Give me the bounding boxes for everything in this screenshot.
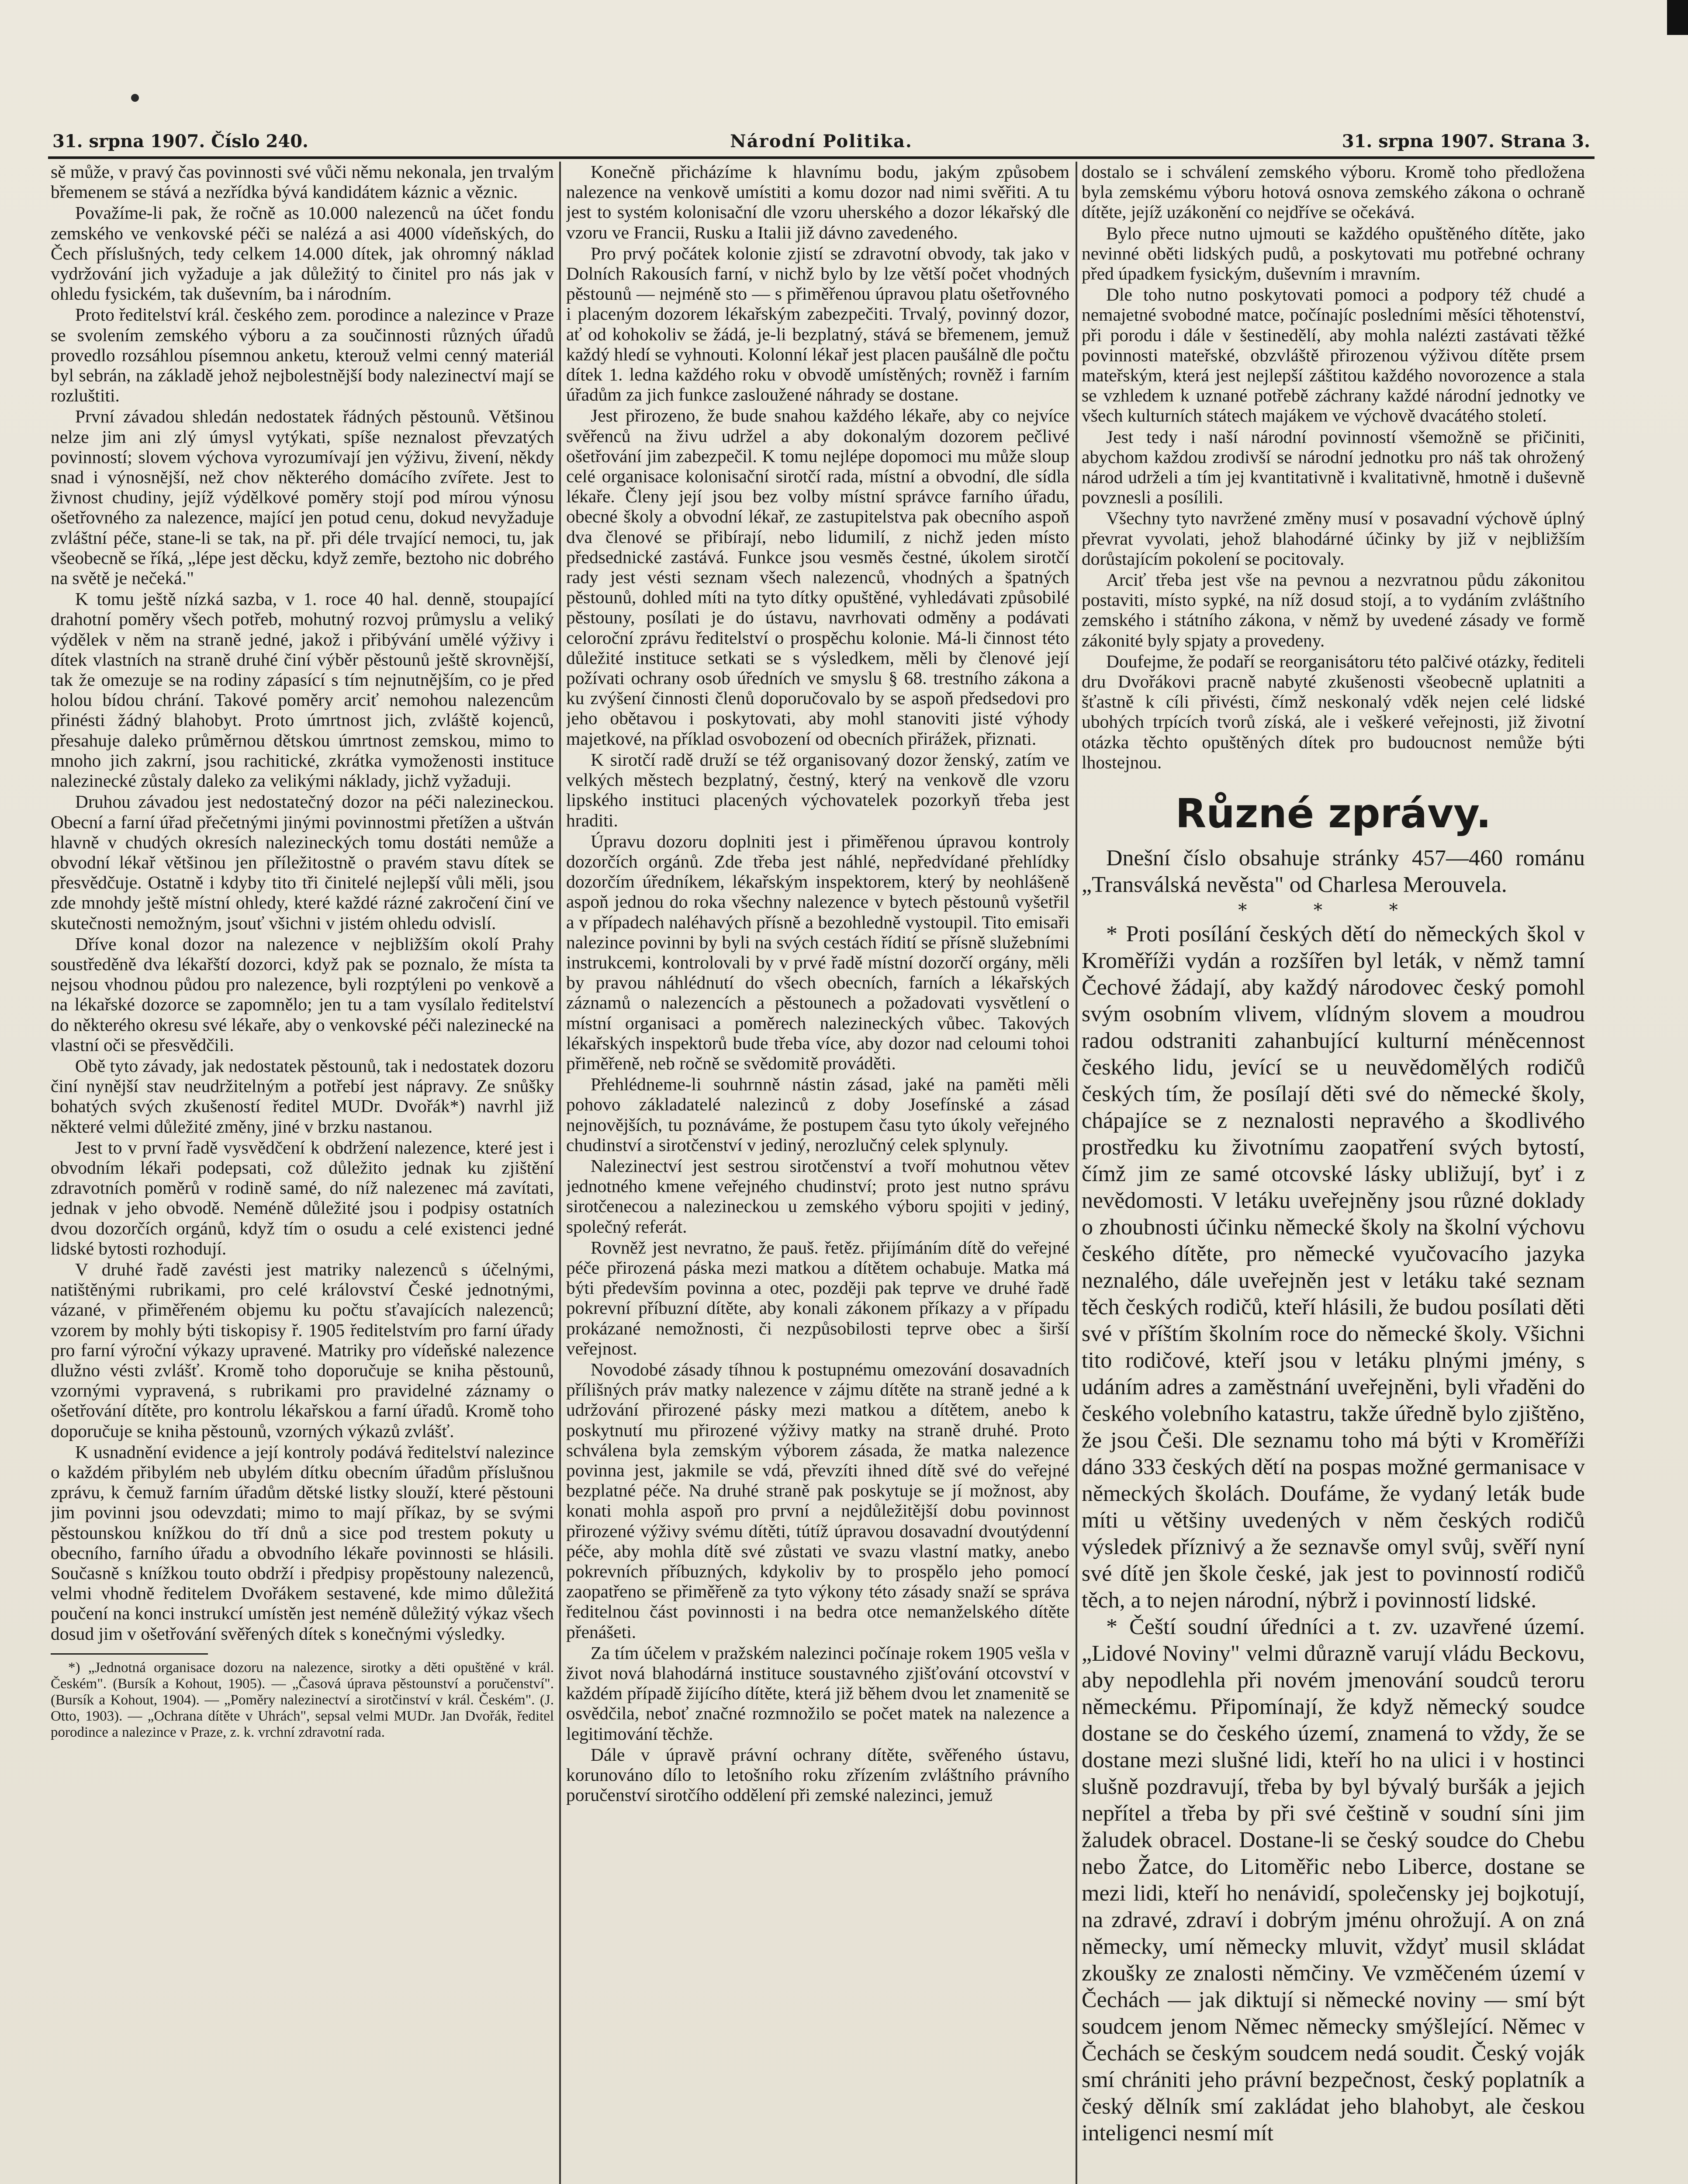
scan-corner-mark bbox=[1667, 0, 1688, 35]
paragraph: Dále v úpravě právní ochrany dítěte, svěřeného ústavu, korunováno dílo to letošního roku zřízením zvláštního právního poručenství sirotčího oddělení při zemské nalezinci, jemuž bbox=[566, 1744, 1069, 1805]
paragraph: Konečně přicházíme k hlavnímu bodu, jakým způsobem nalezence na venkově umístiti a komu dozor nad nimi svěřiti. A tu jest to systém kolonisační dle vzoru uherského a dozor lékařský dle vzoru ve Francii, Rusku a Italii již dávno zavedeného. bbox=[566, 162, 1069, 242]
ink-dot bbox=[131, 94, 139, 102]
header-date-issue: 31. srpna 1907. Číslo 240. bbox=[52, 131, 308, 152]
paragraph: Druhou závadou jest nedostatečný dozor na péči nalezineckou. Obecní a farní úřad přečetnými jinými povinnostmi přetížen a uštván hlavně v chudých okresích nalezineckých tomu dostáti nemůže a obvodní lékař většinou jen příležitostně o pravém stavu dítek se přesvědčuje. Ostatně i kdyby tito tři činitelé nejlepší vůli měli, jsou zde mnohdy ještě místní ohledy, které každé rázné zakročení činí ve skutečnosti nemožným, jsouť všichni v jistém ohledu odvislí. bbox=[51, 791, 554, 933]
paragraph: Pro prvý počátek kolonie zjistí se zdravotní obvody, tak jako v Dolních Rakousích farní, v nichž bylo by lze větší počet vhodných pěstounů — nejméně sto — s přiměřenou úpravou platu ošetřovného i placeným dozorem lékařským zabezpečiti. Trvalý, povinný dozor, ať od kohokoliv se žádá, je-li bezplatný, stává se břemenem, jemuž každý hledí se vyhnouti. Kolonní lékař jest placen paušálně dle počtu dítek 1. ledna každého roku v obvodě umístěných; rovněž i farním úřadům za jich funkce zasloužené náhrady se dostane. bbox=[566, 243, 1069, 405]
paragraph: Novodobé zásady tíhnou k postupnému omezování dosavadních přílišných práv matky nalezence v zájmu dítěte na straně jedné a k udržování přirozené pásky mezi matkou a dítětem, anebo k poskytnutí mu přirozené výživy matky na straně druhé. Proto schválena byla zemským výborem zásada, že matka nalezence povinna jest, jakmile se vdá, převzíti ihned dítě své do veřejné bezplatné péče. Na druhé straně pak poskytuje se jí možnost, aby konati mohla aspoň pro první a nejdůležitější dobu povinnost přirozené výživy svému dítěti, tútíž úpravou dosavadní dvoutýdenní péče, aby mohla dítě své zůstati ve svazu vlastní matky, anebo pokrevních příbuzných, kdykoliv by to prospělo jeho pomocí zaopatřeno se přiměřeně za tyto výkony této zásady snaží se správa ředitelnou část povinnosti i na bedra otce nemanželského dítěte přenášeti. bbox=[566, 1359, 1069, 1642]
section-stars: * * * bbox=[1238, 900, 1429, 921]
paragraph: Doufejme, že podaří se reorganisátoru této palčivé otázky, řediteli dru Dvořákovi pracně nabyté zkušenosti všeobecně uplatniti a šťastně k cíli přivésti, čímž neskonalý vděk nejen celé lidské ubohých trpících tvorů získá, ale i veškeré veřejnosti, již životní otázka těchto opuštěných dítek pro budoucnost nemůže býti lhostejnou. bbox=[1082, 651, 1585, 772]
column-1 bbox=[51, 162, 554, 2184]
footnote: *) „Jednotná organisace dozoru na nalezence, sirotky a děti opuštěné v král. Českém". (Bursík a Kohout, 1905). — „Časová úprava pěstounství a poručenství". (Bursík a Kohout, 1904). — „Poměry nalezinectví a sirotčinství v král. Českém". (J. Otto, 1903). — „Ochrana dítěte v Uhrách", sepsal velmi MUDr. Jan Dvořák, ředitel porodince a nalezince v Praze, z. k. vrchní zdravotní rada. bbox=[51, 1659, 554, 1740]
paragraph: Bylo přece nutno ujmouti se každého opuštěného dítěte, jako nevinné oběti lidských pudů, a poskytovati mu potřebné ochrany před úpadkem fysickým, duševním i mravním. bbox=[1082, 223, 1585, 284]
paragraph: Obě tyto závady, jak nedostatek pěstounů, tak i nedostatek dozoru činí nynější stav neudržitelným a potřebí jest nápravy. Ze snůšky bohatých svých zkušeností ředitel MUDr. Dvořák*) navrhl již některé velmi důležité změny, jiné v brzku nastanou. bbox=[51, 1055, 554, 1137]
paragraph: K usnadnění evidence a její kontroly podává ředitelství nalezince o každém přibylém neb ubylém dítku obecním úřadům příslušnou zprávu, k čemuž farním úřadům dětské listky slouží, které pěstouni jim povinni jsou odevzdati; mimo to mají příkaz, by se svými pěstounskou knížkou do tří dnů a sice pod trestem pokuty u obecního, farního úřadu a obvodního lékaře povinnosti se hlásili. Současně s knížkou touto obdrží i předpisy propěstouny nalezenců, velmi vhodně ředitelem Dvořákem sestavené, kde mimo důležitá poučení na konci instrukcí umístěn jest neméně důležitý výkaz všech dosud jim v ošetřování svěřených dítek s konečnými výsledky. bbox=[51, 1441, 554, 1644]
masthead-title: Národní Politika. bbox=[730, 131, 913, 152]
column-divider bbox=[1076, 162, 1077, 2184]
header-rule bbox=[48, 156, 1595, 159]
paragraph: * Čeští soudní úředníci a t. zv. uzavřené území. „Lidové Noviny" velmi důrazně varují vládu Beckovu, aby nepodlehla při novém jmenování soudců teroru německému. Připomínají, že když německý soudce dostane se do českého území, znamená to vždy, že se dostane mezi slušné lidi, kteří ho na ulici i v hostinci slušně pozdravují, třeba by byl bývalý buršák a jejich nepřítel a třeba by při své češtině v soudní síni jim žaludek obracel. Dostane-li se český soudce do Chebu nebo Žatce, do Litoměřic nebo Liberce, dostane se mezi lidi, kteří ho nenávidí, společensky jej bojkotují, na zdravé, zdraví i dobrým jménu ohrožují. A on zná německy, umí německy mluvit, vždyť musil skládat zkoušky ze znalosti němčiny. Ve vzměčeném území v Čechách — jak diktují si německé noviny — smí být soudcem jenom Němec německy smýšlející. Němec v Čechách se českým soudcem nedá soudit. Český voják smí chrániti jeho právní bezpečnost, český poplatník a český dělník smí zakládat jeho blahobyt, ale českou inteligenci nesmí mít bbox=[1082, 1614, 1585, 2146]
paragraph: Všechny tyto navržené změny musí v posavadní výchově úplný převrat vyvolati, jehož blahodárné účinky by již v nejbližším dorůstajícím pokolení se pocitovaly. bbox=[1082, 508, 1585, 569]
paragraph: Nalezinectví jest sestrou sirotčenství a tvoří mohutnou větev jednotného kmene veřejného chudinství; proto jest nutno správu sirotčenecou a nalezineckou u zemského výboru spojiti v jediný, společný referát. bbox=[566, 1155, 1069, 1237]
paragraph: Proto ředitelství král. českého zem. porodince a nalezince v Praze se svolením zemského výboru a za součinnosti různých úřadů provedlo rozsáhlou písemnou anketu, kterouž velmi cenný materiál byl sebrán, na základě jehož nejbolestnější body nalezinectví mají se rozluštiti. bbox=[51, 304, 554, 406]
paragraph: Přehlédneme-li souhrnně nástin zásad, jaké na paměti měli pohovo základatelé nalezinců z doby Josefínské a zásad nejnovějších, tu poznáváme, že postupem času tyto úkoly veřejného chudinství a sirotčenství v jediný, nerozlučný celek splynuly. bbox=[566, 1074, 1069, 1155]
section-heading: Různé zprávy. bbox=[1175, 790, 1491, 837]
paragraph: Arciť třeba jest vše na pevnou a nezvratnou půdu zákonitou postaviti, místo sypké, na níž dosud stojí, a to vydáním zvláštního zemského i státního zákona, v němž by uvedené zásady ve formě zákonité byly spjaty a provedeny. bbox=[1082, 570, 1585, 650]
header-date-page: 31. srpna 1907. Strana 3. bbox=[1342, 131, 1590, 152]
paragraph: Úpravu dozoru doplniti jest i přiměřenou úpravou kontroly dozorčích orgánů. Zde třeba jest náhlé, nepředvídané přehlídky dozorčím úředníkem, lékařským inspektorem, který by neohlášeně aspoň jednou do roka všechny nalezence v bytech pěstounů vyšetřil a v případech naléhavých přísně a bezohledně vystoupil. Tito emisaři nalezince povinni by byli na svých cestách řídití se přísně služebními instrukcemi, kontrolovali by v prvé řadě místní dozorčí orgány, měli by pravou náhlédnutí do všech obecních, farních a lékařských záznamů o nalezencích a pěstounech a požadovati vysvětlení o místní organisaci a poměrech nalezineckých vůbec. Takových lékařských inspektorů bude třeba více, aby dozor nad celoumi tohoi přiměřeně, neb ročně se svědomitě prováděti. bbox=[566, 831, 1069, 1073]
paragraph: sě může, v pravý čas povinnosti své vůči němu nekonala, jen trvalým břemenem se stává a nezřídka bývá kandidátem káznic a věznic. bbox=[51, 162, 554, 202]
paragraph: Jest tedy i naší národní povinností všemožně se přičiniti, abychom každou zrodivší se národní jednotku pro náš tak ohrožený národ udrželi a tím jej kvantitativně i kvalitativně, hmotně i duševně povznesli a posílili. bbox=[1082, 426, 1585, 508]
paragraph: Jest přirozeno, že bude snahou každého lékaře, aby co nejvíce svěřenců na živu udržel a aby dokonalým dozorem pečlivé ošetřování jim zabezpečil. K tomu nejlépe dopomoci mu může sloup celé organisace kolonisační sirotčí rada, místní a obvodní, dle sídla lékaře. Členy její jsou bez volby místní správce farního úřadu, obecné školy a obvodní lékař, ze zastupitelstva pak obecního aspoň dva členové se přibírají, nebo lidumilí, z nichž jeden místo předsednické zastává. Funkce jsou vesměs čestné, úkolem sirotčí rady jest vésti seznam všech nalezenců, vhodných a špatných pěstounů, dohled míti na tyto dítky opuštěné, vyhledávati způsobilé pěstouny, posílati je do ústavu, navrhovati odměny a podávati celoroční zprávu ředitelství o prospěchu kolonie. Má-li činnost této důležité instituce setkati se s výsledkem, měli by členové její požívati ochrany osob úředních ve smyslu § 68. trestního zákona a ku zvýšení činnosti členů doporučovalo by se aspoň předsedovi pro jeho obětavou i poskytovati, aby mohl stanoviti jisté výhody majetkové, na příklad osvobození od obecních přirážek, přiznati. bbox=[566, 405, 1069, 749]
paragraph: K tomu ještě nízká sazba, v 1. roce 40 hal. denně, stoupající drahotní poměry všech potřeb, mohutný rozvoj průmyslu a veliký výdělek v něm na straně jedné, jakož i přibývání umělé výživy i dítek vlastních na straně druhé činí výběr pěstounů ještě skrovnější, tak že omezuje se na rodiny zápasící s tím nejnutnějším, co je před holou bídou chrání. Takové poměry arciť nemohou nalezencům přinésti žádný blahobyt. Proto úmrtnost jich, zvláště kojenců, přesahuje daleko průměrnou dětskou úmrtnost zemskou, mimo to mnoho jich zakrní, jsou rachitické, zkrátka vymoženosti instituce nalezinecké zůstaly daleko za velikými náklady, jichž vyžaduji. bbox=[51, 589, 554, 791]
paragraph: Dříve konal dozor na nalezence v nejbližším okolí Prahy soustředěně dva lékařští dozorci, když pak se poznalo, že místa ta nejsou vhodnou půdou pro nalezence, byli rozptýleni po venkově a na lékařské dozorce se zapomnělo; jen tu a tam vysílalo ředitelství do některého okresu své lékaře, aby o venkovské péči nalezinecké na vlastní oči se přesvědčili. bbox=[51, 933, 554, 1055]
paragraph: Rovněž jest nevratno, že pauš. řetěz. přijímáním dítě do veřejné péče přirozená páska mezi matkou a dítětem ochabuje. Matka má býti především povinna a otec, později pak teprve ve druhé řadě pokrevní příbuzní dítěte, aby konali zákonem příkazy a v případu prokázané nemožnosti, či nezpůsobilosti teprve obec a širší veřejnost. bbox=[566, 1237, 1069, 1358]
column-2 bbox=[566, 162, 1069, 2184]
footnote-rule bbox=[51, 1653, 208, 1655]
column-divider bbox=[559, 162, 561, 2184]
paragraph: V druhé řadě zavésti jest matriky nalezenců s účelnými, natištěnými rubrikami, pro celé království České jednotnými, vázané, v přiměřeném objemu ku počtu sťavajících nalezenců; vzorem by mohly býti tiskopisy ř. 1905 ředitelstvím pro farní úřady pro farní výroční výkazy upravené. Matriky pro vídeňské nalezence dlužno vésti zvlášť. Kromě toho doporučuje se kniha pěstounů, vzornými vypravená, s rubrikami pro pravidelné záznamy o ošetřování dítěte, pro kontrolu lékařskou a farní úřadů. Kromě toho doporučuje se kniha pěstounů, vzorných výkazů zvlášť. bbox=[51, 1259, 554, 1441]
paragraph: Považíme-li pak, že ročně as 10.000 nalezenců na účet fondu zemského ve venkovské péči se nalézá a asi 4000 vídeňských, do Čech příslušných, tedy celkem 14.000 dítek, jak ohromný náklad vydržování jich vyžaduje a jak důležitý to činitel pro nás jak v ohledu fysickém, tak duševním, ba i národním. bbox=[51, 203, 554, 304]
column-3 bbox=[1082, 162, 1585, 2184]
paragraph: Za tím účelem v pražském nalezinci počínaje rokem 1905 vešla v život nová blahodárná instituce soustavného zjišťování otcovství v každém případě žijícího dítěte, která již během dvou let znamenitě se osvědčila, neboť značné rozmnožilo se počet matek na nalezence a legitimování těchže. bbox=[566, 1642, 1069, 1744]
page-header bbox=[52, 131, 1590, 157]
paragraph: Jest to v první řadě vysvědčení k obdržení nalezence, které jest i obvodním lékaři podepsati, což důležito jednak ku zjištění zdravotních poměrů v rodině samé, do níž nalezenec má zavítati, jednak v jeho obvodě. Neméně důležité jsou i podpisy ostatních dvou dozorčích orgánů, když tím o osudu a celé existenci jedné lidské bytosti rozhodují. bbox=[51, 1137, 554, 1258]
paragraph: Dle toho nutno poskytovati pomoci a podpory též chudé a nemajetné svobodné matce, počínajíc posledními měsíci těhotenství, při porodu i dále v šestinedělí, aby mohla nalézti zastávati těžké povinnosti mateřské, obzvláště přirozenou výživou dítěte prsem mateřským, která jest nejlepší záštitou každého novorozence a stala se vzhledem k uznané potřebě záchrany každé národní jednotky ve všech kulturních státech majákem ve výchově dvacátého století. bbox=[1082, 284, 1585, 426]
paragraph: K sirotčí radě druží se též organisovaný dozor ženský, zatím ve velkých městech bezplatný, čestný, který na venkově dle vzoru lipského instituci placených výchovatelek pozorkyň třeba jest hraditi. bbox=[566, 749, 1069, 830]
paragraph: dostalo se i schválení zemského výboru. Kromě toho předložena byla zemskému výboru hotová osnova zemského zákona o ochraně dítěte, jejíž uzákonění co nejdříve se očekává. bbox=[1082, 162, 1585, 222]
paragraph: Dnešní číslo obsahuje stránky 457—460 románu „Transválská nevěsta" od Charlesa Merouvela. bbox=[1082, 846, 1585, 898]
paragraph: První závadou shledán nedostatek řádných pěstounů. Většinou nelze jim ani zlý úmysl vytýkati, spíše neznalost převzatých povinností; slovem výchova vyrozumívají jen výživu, živení, někdy snad i výnosnější, než chov některého domácího zvířete. Jest to živnost chudiny, jejíž výdělkové poměry stojí pod mírou výnosu ošetřovného za nalezence, mající jen potud cenu, dokud nevyžaduje zvláštní péče, stane-li se tak, na př. při déle trvající nemoci, tu, jak všeobecně se říká, „lépe jest děcku, když zemře, beztoho nic dobrého na světě je nečeká." bbox=[51, 406, 554, 588]
paragraph: * Proti posílání českých dětí do německých škol v Kroměříži vydán a rozšířen byl leták, v němž tamní Čechové žádají, aby každý národovec český pomohl svým osobním vlivem, vlídným slovem a moudrou radou odstraniti zahanbující kulturní méněcennost českého lidu, jevící se u neuvědomělých rodičů českých tím, že posílají děti své do německé školy, chápajíce se z neznalosti nepravého a škodlivého prostředku ku životnímu zaopatření svých bytostí, čímž jim ze samé otcovské lásky ubližují, byť i z nevědomosti. V letáku uveřejněny jsou různé doklady o zhoubnosti účinku německé školy na školní výchovu českého dítěte, pro německé vyučovacího jazyka neznalého, dále uveřejněn jest v letáku také seznam těch českých rodičů, kteří hlásili, že budou posílati děti své v příštím školním roce do německé školy. Všichni tito rodičové, kteří jsou v letáku plnými jmény, s udáním adres a zaměstnání uveřejněni, byli vřaděni do českého volebního katastru, takže úředně bylo zjištěno, že jsou Češi. Dle seznamu toho má býti v Kroměříži dáno 333 českých dětí na pospas možné germanisace v německých školách. Doufáme, že vydaný leták bude míti u většiny uvedených v něm českých rodičů výsledek příznivý a že seznavše omyl svůj, svěří nyní své dítě jen škole české, jak jest to povinností rodičů těch, a to nejen národní, nýbrž i povinností lidské. bbox=[1082, 922, 1585, 1613]
